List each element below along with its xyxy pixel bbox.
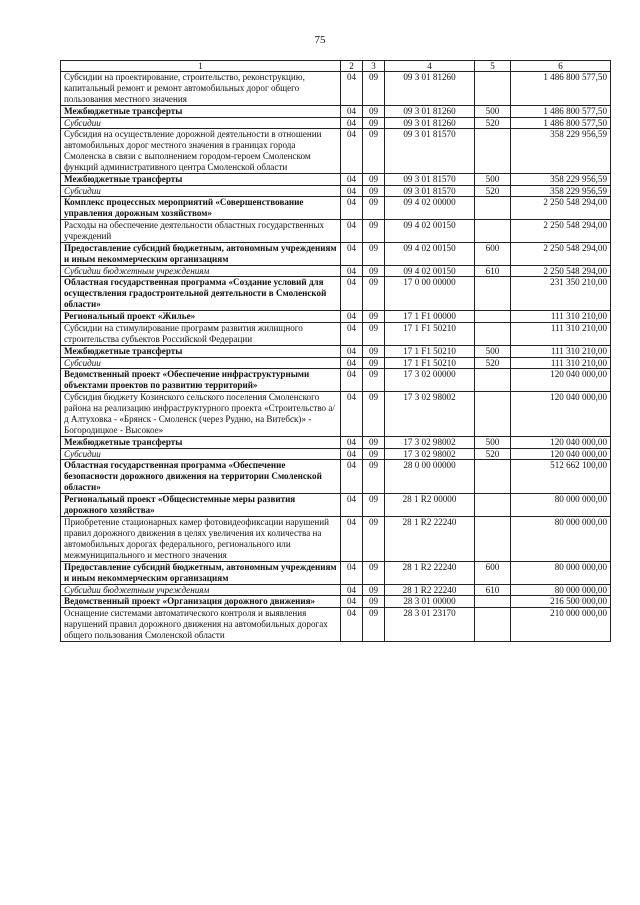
table-header-row [61, 61, 611, 72]
section-code: 04 [341, 346, 363, 358]
target-code: 17 1 F1 50210 [385, 346, 475, 358]
item-name: Субсидии [61, 449, 341, 460]
section-code: 04 [341, 369, 363, 392]
section-code: 04 [341, 358, 363, 369]
item-name: Субсидия на осуществление дорожной деятельности в отношении автомобильных дорог местного значения в границах города Смоленска в связи с выполнением городом-героем Смоленском функций административного центра Смоленской области [61, 129, 341, 174]
amount: 358 229 956,59 [511, 129, 611, 174]
item-name: Субсидии на проектирование, строительство, реконструкцию, капитальный ремонт и ремонт автомобильных дорог общего пользования местного значения [61, 72, 341, 106]
table-row [61, 596, 611, 608]
expense-type-code [475, 311, 511, 323]
table-row [61, 220, 611, 243]
target-code: 17 0 00 00000 [385, 277, 475, 311]
subsection-code: 09 [363, 369, 385, 392]
expense-type-code: 600 [475, 562, 511, 585]
amount: 120 040 000,00 [511, 437, 611, 449]
expense-type-code: 500 [475, 106, 511, 118]
table-row [61, 392, 611, 437]
section-code: 04 [341, 323, 363, 346]
subsection-code: 09 [363, 277, 385, 311]
section-code: 04 [341, 129, 363, 174]
table-row [61, 186, 611, 197]
table-row [61, 562, 611, 585]
expense-type-code [475, 277, 511, 311]
target-code: 09 4 02 00150 [385, 243, 475, 266]
table-row [61, 311, 611, 323]
section-code: 04 [341, 72, 363, 106]
header-cell-6: 6 [511, 61, 611, 72]
header-cell-1: 1 [61, 61, 341, 72]
amount: 120 040 000,00 [511, 392, 611, 437]
item-name: Региональный проект «Жилье» [61, 311, 341, 323]
target-code: 28 3 01 23170 [385, 608, 475, 642]
target-code: 09 4 02 00150 [385, 266, 475, 277]
subsection-code: 09 [363, 585, 385, 596]
amount: 1 486 800 577,50 [511, 72, 611, 106]
target-code: 17 3 02 98002 [385, 392, 475, 437]
table-row [61, 608, 611, 642]
table-row [61, 106, 611, 118]
item-name: Межбюджетные трансферты [61, 346, 341, 358]
section-code: 04 [341, 266, 363, 277]
target-code: 17 1 F1 50210 [385, 358, 475, 369]
item-name: Субсидии бюджетным учреждениям [61, 585, 341, 596]
item-name: Приобретение стационарных камер фотовидеофиксации нарушений правил дорожного движения в целях увеличения их количества на автомобильных дорогах федерального, регионального или межмуниципального и местного значения [61, 517, 341, 562]
amount: 1 486 800 577,50 [511, 118, 611, 129]
item-name: Субсидии [61, 186, 341, 197]
amount: 111 310 210,00 [511, 311, 611, 323]
item-name: Областная государственная программа «Создание условий для осуществления градостроительной деятельности в Смоленской области» [61, 277, 341, 311]
item-name: Региональный проект «Общесистемные меры развития дорожного хозяйства» [61, 494, 341, 517]
expense-type-code [475, 72, 511, 106]
amount: 210 000 000,00 [511, 608, 611, 642]
target-code: 09 4 02 00150 [385, 220, 475, 243]
amount: 358 229 956,59 [511, 186, 611, 197]
subsection-code: 09 [363, 608, 385, 642]
item-name: Областная государственная программа «Обеспечение безопасности дорожного движения на территории Смоленской области» [61, 460, 341, 494]
table-row [61, 369, 611, 392]
table-row [61, 585, 611, 596]
amount: 80 000 000,00 [511, 494, 611, 517]
table-row [61, 129, 611, 174]
expense-type-code: 520 [475, 186, 511, 197]
expense-type-code: 520 [475, 118, 511, 129]
expense-type-code: 500 [475, 437, 511, 449]
expense-type-code [475, 494, 511, 517]
subsection-code: 09 [363, 129, 385, 174]
item-name: Расходы на обеспечение деятельности областных государственных учреждений [61, 220, 341, 243]
subsection-code: 09 [363, 460, 385, 494]
amount: 120 040 000,00 [511, 369, 611, 392]
subsection-code: 09 [363, 220, 385, 243]
target-code: 28 1 R2 22240 [385, 585, 475, 596]
amount: 120 040 000,00 [511, 449, 611, 460]
target-code: 28 0 00 00000 [385, 460, 475, 494]
amount: 358 229 956,59 [511, 174, 611, 186]
subsection-code: 09 [363, 346, 385, 358]
table-row [61, 449, 611, 460]
section-code: 04 [341, 562, 363, 585]
subsection-code: 09 [363, 72, 385, 106]
expense-type-code: 520 [475, 358, 511, 369]
item-name: Субсидии на стимулирование программ развития жилищного строительства субъектов Российской Федерации [61, 323, 341, 346]
expense-type-code [475, 323, 511, 346]
section-code: 04 [341, 106, 363, 118]
amount: 512 662 100,00 [511, 460, 611, 494]
target-code: 09 3 01 81570 [385, 129, 475, 174]
expense-type-code: 500 [475, 174, 511, 186]
table-row [61, 517, 611, 562]
subsection-code: 09 [363, 596, 385, 608]
subsection-code: 09 [363, 437, 385, 449]
expense-type-code [475, 220, 511, 243]
header-cell-5: 5 [475, 61, 511, 72]
target-code: 09 3 01 81260 [385, 106, 475, 118]
expense-type-code: 500 [475, 346, 511, 358]
table-row [61, 358, 611, 369]
subsection-code: 09 [363, 266, 385, 277]
subsection-code: 09 [363, 106, 385, 118]
section-code: 04 [341, 437, 363, 449]
amount: 111 310 210,00 [511, 346, 611, 358]
target-code: 17 1 F1 00000 [385, 311, 475, 323]
section-code: 04 [341, 220, 363, 243]
amount: 111 310 210,00 [511, 323, 611, 346]
target-code: 28 1 R2 00000 [385, 494, 475, 517]
item-name: Субсидия бюджету Козинского сельского поселения Смоленского района на реализацию инфраструктурного проекта «Строительство а/д Алтуховка - «Брянск - Смоленск (через Рудню, на Витебск)» - Богородицкое - Высокое» [61, 392, 341, 437]
item-name: Межбюджетные трансферты [61, 437, 341, 449]
subsection-code: 09 [363, 449, 385, 460]
page-number: 75 [314, 34, 326, 46]
item-name: Ведомственный проект «Организация дорожного движения» [61, 596, 341, 608]
expense-type-code: 610 [475, 585, 511, 596]
table-row [61, 243, 611, 266]
subsection-code: 09 [363, 197, 385, 220]
subsection-code: 09 [363, 243, 385, 266]
header-cell-3: 3 [363, 61, 385, 72]
subsection-code: 09 [363, 323, 385, 346]
table-row [61, 277, 611, 311]
subsection-code: 09 [363, 174, 385, 186]
amount: 2 250 548 294,00 [511, 220, 611, 243]
section-code: 04 [341, 608, 363, 642]
item-name: Межбюджетные трансферты [61, 174, 341, 186]
table-row [61, 437, 611, 449]
section-code: 04 [341, 494, 363, 517]
table-row [61, 118, 611, 129]
table-row [61, 323, 611, 346]
subsection-code: 09 [363, 118, 385, 129]
target-code: 09 3 01 81570 [385, 186, 475, 197]
target-code: 17 3 02 00000 [385, 369, 475, 392]
amount: 80 000 000,00 [511, 562, 611, 585]
amount: 2 250 548 294,00 [511, 197, 611, 220]
subsection-code: 09 [363, 311, 385, 323]
expense-type-code [475, 596, 511, 608]
target-code: 28 3 01 00000 [385, 596, 475, 608]
item-name: Комплекс процессных мероприятий «Совершенствование управления дорожным хозяйством» [61, 197, 341, 220]
section-code: 04 [341, 186, 363, 197]
item-name: Оснащение системами автоматического контроля и выявления нарушений правил дорожного движения на автомобильных дорогах общего пользования Смоленской области [61, 608, 341, 642]
target-code: 28 1 R2 22240 [385, 517, 475, 562]
expense-type-code [475, 197, 511, 220]
table-row [61, 266, 611, 277]
header-cell-4: 4 [385, 61, 475, 72]
section-code: 04 [341, 460, 363, 494]
amount: 80 000 000,00 [511, 517, 611, 562]
target-code: 17 3 02 98002 [385, 437, 475, 449]
section-code: 04 [341, 174, 363, 186]
amount: 111 310 210,00 [511, 358, 611, 369]
expense-type-code [475, 517, 511, 562]
expense-type-code [475, 460, 511, 494]
amount: 2 250 548 294,00 [511, 266, 611, 277]
expense-type-code: 610 [475, 266, 511, 277]
expense-type-code [475, 608, 511, 642]
amount: 2 250 548 294,00 [511, 243, 611, 266]
item-name: Предоставление субсидий бюджетным, автономным учреждениям и иным некоммерческим организациям [61, 243, 341, 266]
header-cell-2: 2 [341, 61, 363, 72]
section-code: 04 [341, 517, 363, 562]
table-row [61, 460, 611, 494]
subsection-code: 09 [363, 562, 385, 585]
subsection-code: 09 [363, 186, 385, 197]
item-name: Межбюджетные трансферты [61, 106, 341, 118]
target-code: 09 4 02 00000 [385, 197, 475, 220]
section-code: 04 [341, 118, 363, 129]
table-row [61, 197, 611, 220]
section-code: 04 [341, 449, 363, 460]
target-code: 17 3 02 98002 [385, 449, 475, 460]
section-code: 04 [341, 596, 363, 608]
section-code: 04 [341, 392, 363, 437]
target-code: 28 1 R2 22240 [385, 562, 475, 585]
amount: 1 486 800 577,50 [511, 106, 611, 118]
subsection-code: 09 [363, 358, 385, 369]
subsection-code: 09 [363, 392, 385, 437]
table-row [61, 494, 611, 517]
section-code: 04 [341, 311, 363, 323]
budget-table [60, 60, 611, 642]
expense-type-code [475, 369, 511, 392]
item-name: Субсидии [61, 358, 341, 369]
expense-type-code [475, 392, 511, 437]
amount: 231 350 210,00 [511, 277, 611, 311]
section-code: 04 [341, 585, 363, 596]
amount: 80 000 000,00 [511, 585, 611, 596]
item-name: Субсидии бюджетным учреждениям [61, 266, 341, 277]
subsection-code: 09 [363, 494, 385, 517]
table-row [61, 346, 611, 358]
target-code: 09 3 01 81570 [385, 174, 475, 186]
amount: 216 500 000,00 [511, 596, 611, 608]
target-code: 09 3 01 81260 [385, 118, 475, 129]
table-row [61, 72, 611, 106]
target-code: 17 1 F1 50210 [385, 323, 475, 346]
target-code: 09 3 01 81260 [385, 72, 475, 106]
item-name: Субсидии [61, 118, 341, 129]
subsection-code: 09 [363, 517, 385, 562]
table-row [61, 174, 611, 186]
section-code: 04 [341, 243, 363, 266]
expense-type-code: 520 [475, 449, 511, 460]
expense-type-code [475, 129, 511, 174]
expense-type-code: 600 [475, 243, 511, 266]
section-code: 04 [341, 277, 363, 311]
item-name: Предоставление субсидий бюджетным, автономным учреждениям и иным некоммерческим организациям [61, 562, 341, 585]
item-name: Ведомственный проект «Обеспечение инфраструктурными объектами проектов по развитию территорий» [61, 369, 341, 392]
section-code: 04 [341, 197, 363, 220]
